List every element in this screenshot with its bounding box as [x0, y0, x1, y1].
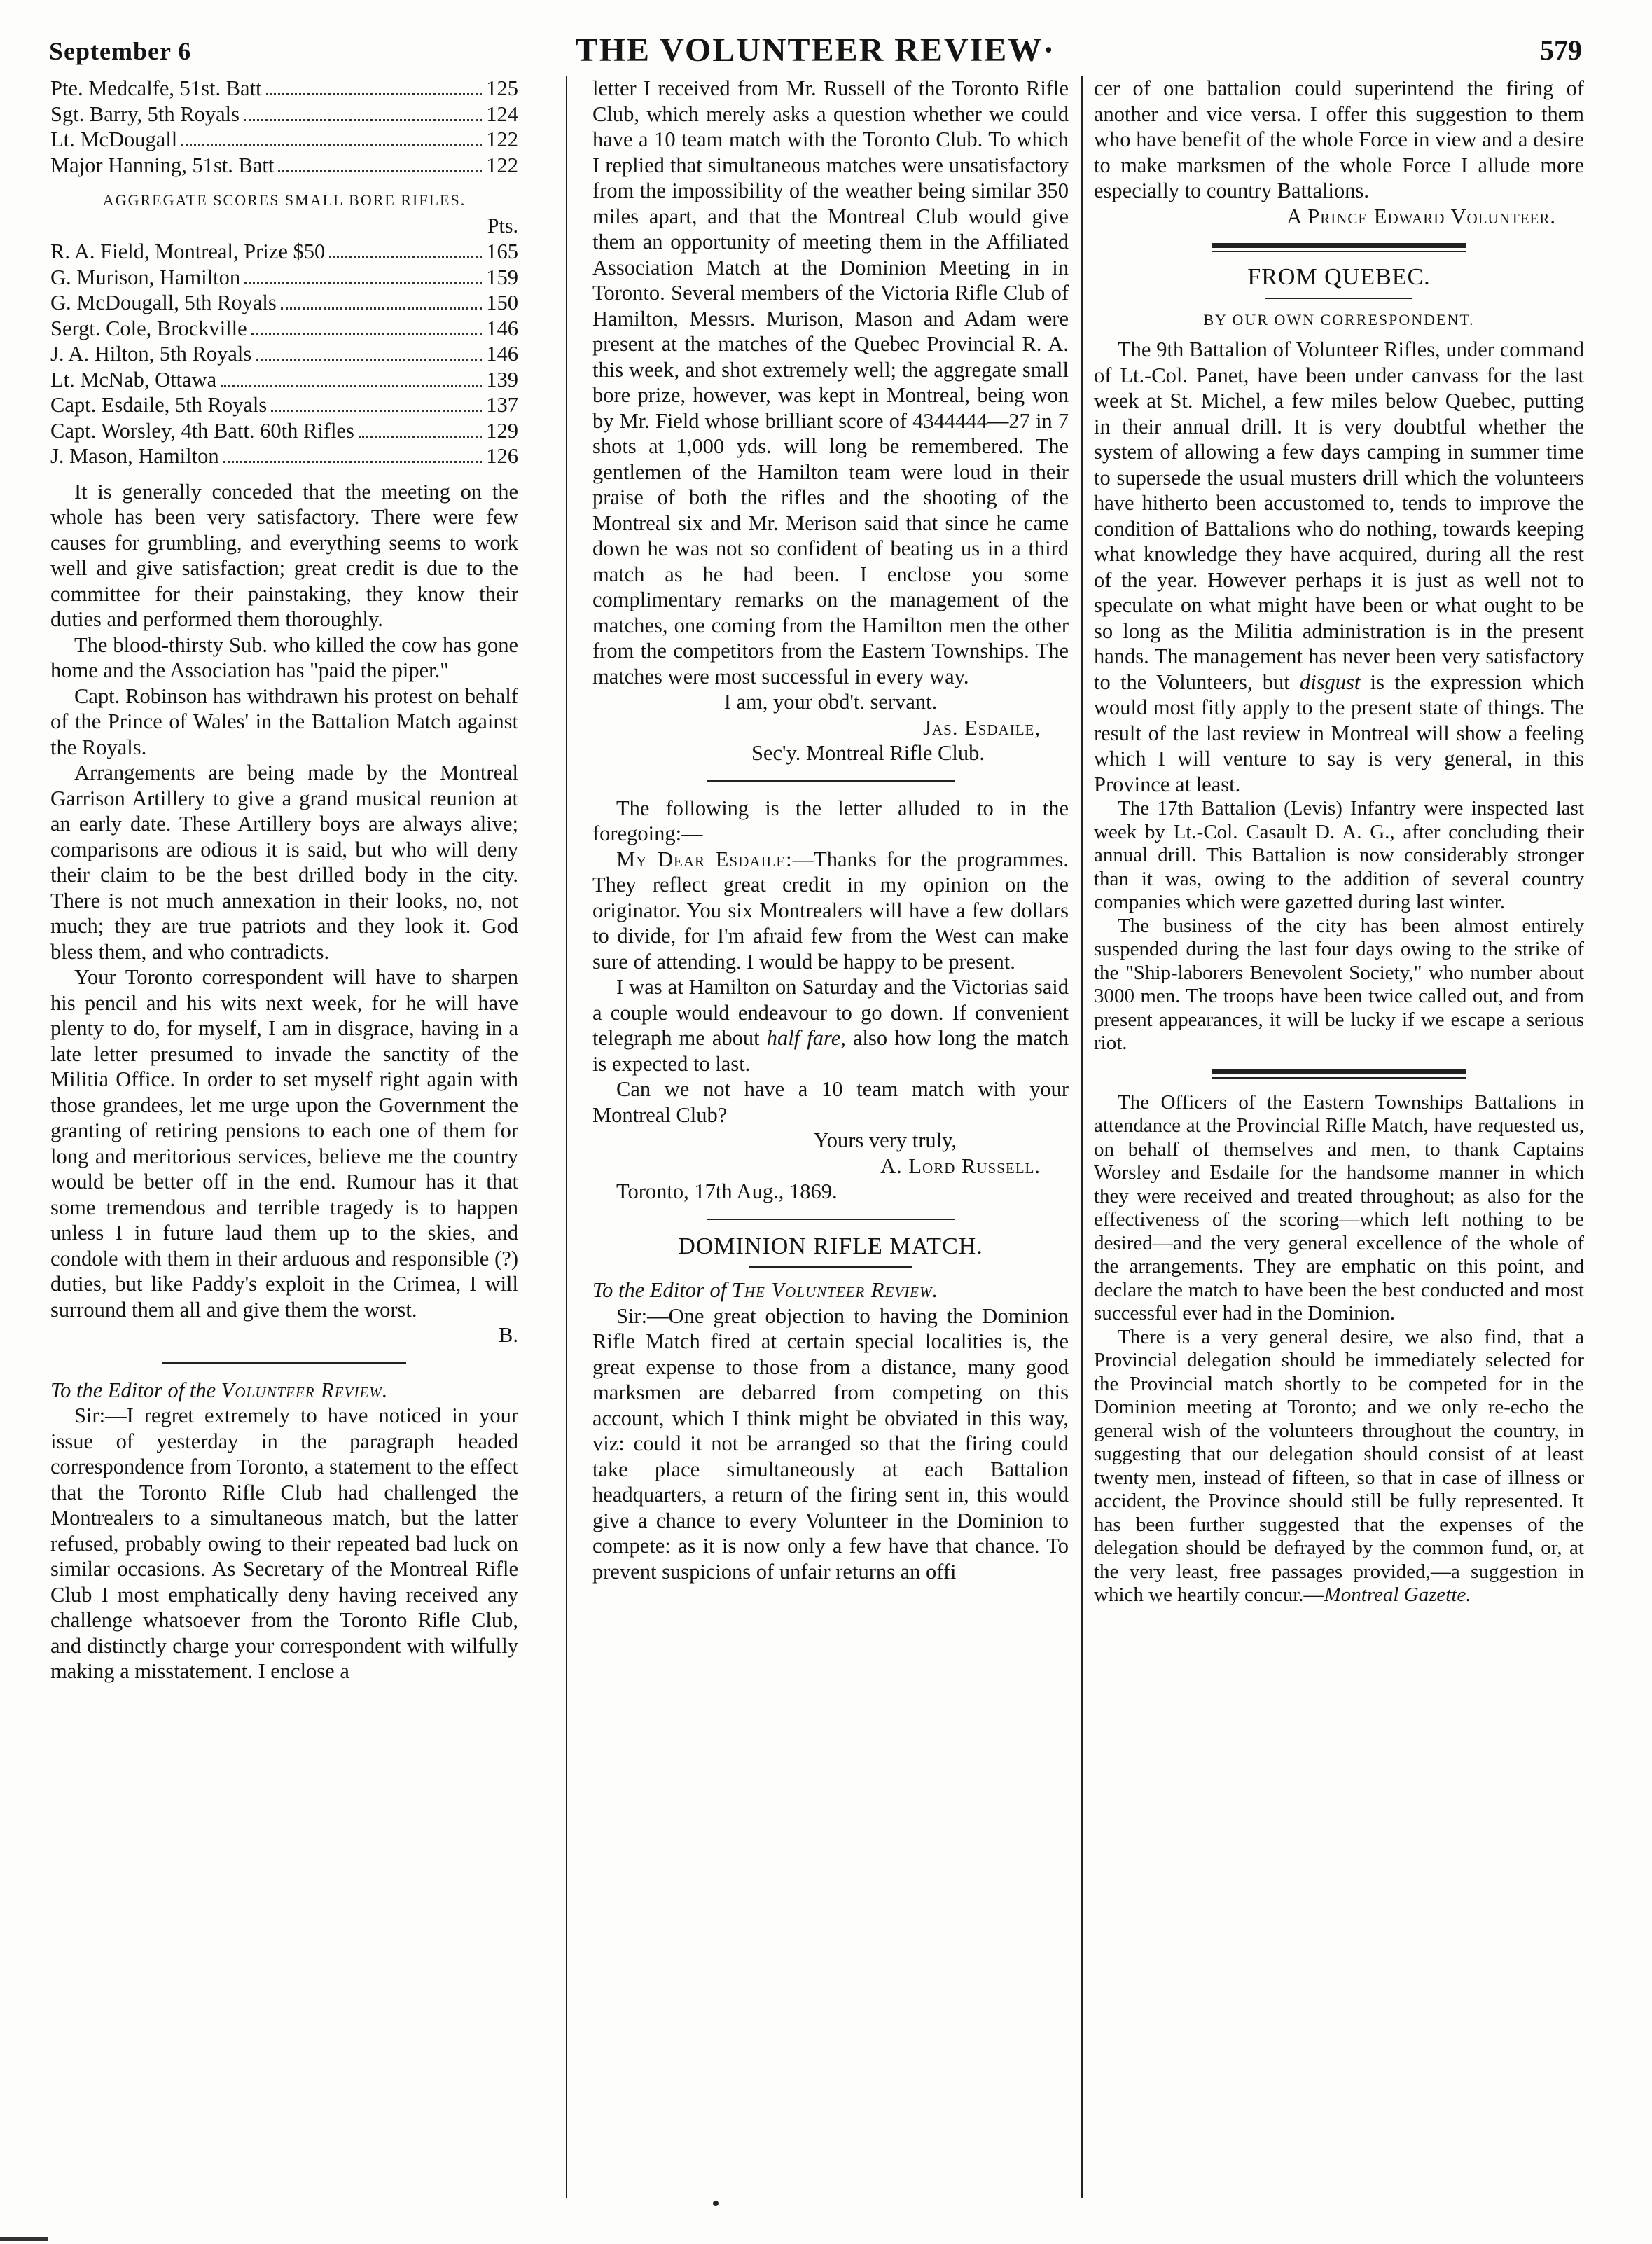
score-row	[50, 418, 518, 444]
byline: BY OUR OWN CORRESPONDENT.	[1203, 310, 1475, 328]
score-name: Lt. McDougall	[50, 127, 178, 151]
page-mark	[0, 2237, 48, 2241]
leader-dots	[221, 385, 482, 387]
column-1	[50, 76, 518, 1684]
score-value: 122	[486, 153, 518, 177]
paragraph: It is generally conceded that the meeting on the whole has been very satisfactory. There were few causes for grumbling, and everything seems to work well and give satisfaction; great credit is due to the committee for their painstaking, they know their duties and performed them thoroughly.	[50, 479, 518, 631]
address-paper: The Volunteer Review.	[731, 1278, 939, 1302]
score-value: 122	[486, 127, 518, 151]
score-row	[50, 127, 518, 153]
text-run: is the expression which would most fitly apply to the present state of things. The result of the last review in Montreal will show a feeling which I will venture to say is very general, in this Province at least.	[1094, 670, 1585, 796]
divider-rule	[707, 1219, 955, 1220]
leader-dots	[329, 256, 482, 258]
text-run: The 9th Battalion of Volunteer Rifles, under command of Lt.-Col. Panet, have been under canvass for the last week at St. Michel, a few miles below Quebec, putting in their annual drill. It is very doubtful whether the system of allowing a few days camping in summer time to supersede the usual musters drill which the volunteers have hitherto been accustomed to, tends to improve the condition of Battalions who do nothing, towards keeping what knowledge they have acquired, during all the rest of the year. However perhaps it is just as well not to speculate on what might have been or what ought to be so long as the Militia administration is in the present hands. The management has never been very satisfactory to the Volunteers, but	[1094, 338, 1584, 694]
paragraph: The business of the city has been almost entirely suspended during the last four days owing to the strike of the "Ship-laborers Benevolent Society," who number about 3000 men. The troops have been twice called out, and from present appearances, it will be lucky if we escape a serious riot.	[1094, 914, 1584, 1054]
column-divider-2	[1081, 76, 1083, 2198]
letter-address	[50, 1378, 518, 1404]
aggregate-caption: AGGREGATE SCORES SMALL BORE RIFLES.	[102, 191, 466, 209]
paragraph	[1094, 337, 1584, 797]
score-value: 139	[486, 367, 518, 392]
page-mark	[713, 2201, 719, 2206]
score-name: G. McDougall, 5th Royals	[50, 291, 277, 314]
aggregate-scores-table	[50, 239, 518, 469]
address-prefix: To the Editor of the	[50, 1378, 216, 1402]
column-2	[592, 76, 1069, 1584]
column-3	[1094, 76, 1584, 1607]
score-row	[50, 443, 518, 469]
points-label: Pts.	[487, 214, 518, 237]
signature: B.	[499, 1323, 518, 1347]
score-name: Sgt. Barry, 5th Royals	[50, 102, 240, 126]
score-row	[50, 102, 518, 127]
score-value: 129	[486, 418, 518, 443]
score-name: Capt. Worsley, 4th Batt. 60th Rifles	[50, 418, 354, 443]
score-name: Capt. Esdaile, 5th Royals	[50, 393, 268, 417]
italic-run: half fare,	[766, 1026, 846, 1050]
score-name: J. Mason, Hamilton	[50, 444, 219, 468]
score-row	[50, 341, 518, 367]
page-header	[49, 21, 1582, 70]
paragraph: The Officers of the Eastern Townships Battalions in attendance at the Provincial Rifle Match, have requested us, on behalf of themselves and men, to thank Captains Worsley and Esdaile for the handsome manner in which they were received and treated throughout; as also for the effectiveness of the scoring—which left nothing to be desired—and the very general excellence of the whole of the arrangements. They are emphatic on this point, and declare the match to have been the best conducted and most successful ever had in the Dominion.	[1094, 1090, 1584, 1324]
leader-dots	[223, 461, 483, 463]
score-name: Pte. Medcalfe, 51st. Batt	[50, 76, 262, 100]
paragraph	[1094, 1326, 1584, 1607]
page-number: 579	[1540, 34, 1582, 66]
score-name: Major Hanning, 51st. Batt	[50, 153, 275, 177]
score-name: G. Murison, Hamilton	[50, 265, 241, 289]
score-value: 159	[486, 265, 518, 289]
text-run: also how long the match is expected to last.	[592, 1026, 1069, 1076]
header-date: September 6	[49, 37, 192, 65]
score-row	[50, 290, 518, 316]
scores-table-top	[50, 76, 518, 178]
letter-dear	[592, 847, 1069, 975]
paragraph	[592, 974, 1069, 1076]
score-name: Sergt. Cole, Brockville	[50, 316, 247, 340]
paragraph: The blood-thirsty Sub. who killed the cow has gone home and the Association has "paid the piper."	[50, 632, 518, 682]
salutation: My Dear Esdaile:	[616, 847, 793, 871]
letter-close: Yours very truly,	[813, 1128, 957, 1152]
text-run: I was at Hamilton on Saturday and the Victorias said a couple would endeavour to go down. If convenient telegraph me about	[592, 975, 1069, 1050]
address-prefix: To the Editor of	[592, 1278, 727, 1302]
divider-rule	[1265, 298, 1412, 299]
score-name: J. A. Hilton, 5th Royals	[50, 342, 252, 366]
paragraph: Capt. Robinson has withdrawn his protest on behalf of the Prince of Wales' in the Battalion Match against the Royals.	[50, 684, 518, 759]
score-value: 146	[486, 342, 518, 366]
leader-dots	[256, 359, 482, 361]
leader-dots	[244, 119, 482, 121]
leader-dots	[271, 410, 482, 412]
section-heading: DOMINION RIFLE MATCH.	[678, 1233, 983, 1259]
double-rule	[1212, 1069, 1466, 1079]
leader-dots	[181, 144, 482, 146]
letter-body: Sir:—One great objection to having the Dominion Rifle Match fired at certain special localities is, the great expense to those from a distance, many good marksmen are debarred from competing on this account, which I think might be obviated in this way, viz: could it not be arranged so that the firing could take place simultaneously at each Battalion headquarters, a return of the firing sent in, this would give a chance to every Volunteer in the Dominion to compete: as it is now only a few have that chance. To prevent suspicions of unfair returns an offi	[592, 1303, 1069, 1584]
score-row	[50, 76, 518, 102]
letter-signer-role: Sec'y. Montreal Rifle Club.	[751, 741, 985, 765]
letter-body: Sir:—I regret extremely to have noticed in your issue of yesterday in the paragraph headed correspondence from Toronto, a statement to the effect that the Toronto Rifle Club had challenged the Montrealers to a simultaneous match, but the latter refused, probably owing to their repeated bad luck on similar occasions. As Secretary of the Montreal Rifle Club I most emphatically deny having received any challenge whatsoever from the Toronto Rifle Club, and distinctly charge your correspondent with wilfully making a misstatement. I enclose a	[50, 1404, 518, 1683]
paragraph: letter I received from Mr. Russell of the Toronto Rifle Club, which merely asks a question whether we could have a 10 team match with the Toronto Club. To which I replied that simultaneous matches were unsatisfactory from the impossibility of the weather being similar 350 miles apart, and that the Montreal Club would give them an opportunity of meeting them in the Affiliated Association Match at the Dominion Meeting in in Toronto. Several members of the Victoria Rifle Club of Hamilton, Messrs. Murison, Mason and Adam were present at the matches of the Quebec Provincial R. A. this week, and shot extremely well; the aggregate small bore prize, however, was kept in Montreal, being won by Mr. Field whose brilliant score of 4344444—27 in 7 shots at 1,000 yds. will long be remembered. The gentlemen of the Hamilton team were loud in their praise of both the rifles and the shooting of the Montreal six and Mr. Merison said that since he came down he was not so confident of beating us in a third match as he had been. I enclose you some complimentary remarks on the management of the matches, one coming from the Hamilton men the other from the competitors from the Eastern Townships. The matches were most successful in every way.	[592, 76, 1069, 688]
divider-rule	[162, 1362, 405, 1364]
paragraph: Your Toronto correspondent will have to sharpen his pencil and his wits next week, for he will have plenty to do, for myself, I am in disgrace, having in a late letter presumed to invade the sanctity of the Militia Office. In order to set myself right again with those grandees, let me urge upon the Government the granting of retiring pensions to each one of them for long and meritorious services, believe me the country would be better off in the end. Rumour has it that some tremendous and terrible tragedy is to happen unless I in future laud them up to the skies, and condole with them in their arduous and responsible (?) duties, but like Paddy's exploit in the Crimea, I will surround them all and give them the worst.	[50, 965, 518, 1322]
leader-dots	[281, 307, 482, 310]
section-heading: FROM QUEBEC.	[1247, 264, 1431, 290]
paragraph: cer of one battalion could superintend the firing of another and vice versa. I offer this suggestion to them who have benefit of the whole Force in view and a desire to make marksmen of the whole Force I allude more especially to country Battalions.	[1094, 76, 1584, 202]
score-value: 125	[486, 76, 518, 100]
score-row	[50, 239, 518, 265]
letter-close: I am, your obd't. servant.	[723, 690, 938, 714]
paragraph: The 17th Battalion (Levis) Infantry were inspected last week by Lt.-Col. Casault D. A. G., after concluding their annual drill. This Battalion is now considerably stronger than it was, owing to the addition of several country companies which were gazetted during last winter.	[1094, 797, 1584, 913]
score-value: 150	[486, 291, 518, 314]
leader-dots	[266, 93, 483, 95]
address-paper: Volunteer Review.	[221, 1378, 389, 1402]
score-value: 137	[486, 393, 518, 417]
signature: A Prince Edward Volunteer.	[1286, 204, 1556, 228]
score-row	[50, 316, 518, 342]
letter-address	[592, 1277, 1069, 1303]
letter-text: —Thanks for the programmes. They reflect great credit in my opinion on the originator. You six Montrealers will have a few dollars to divide, for I'm afraid few from the West can make sure of attending. I would be happy to be present.	[592, 847, 1069, 974]
column-divider-1	[566, 76, 567, 2198]
score-name: Lt. McNab, Ottawa	[50, 367, 217, 392]
score-name: R. A. Field, Montreal, Prize $50	[50, 240, 326, 263]
score-row	[50, 153, 518, 179]
paragraph: Can we not have a 10 team match with your Montreal Club?	[592, 1077, 1069, 1127]
source-credit: Montreal Gazette.	[1324, 1584, 1471, 1606]
score-value: 146	[486, 316, 518, 340]
score-value: 165	[486, 240, 518, 263]
masthead-title: THE VOLUNTEER REVIEW·	[575, 32, 1056, 69]
paragraph: The following is the letter alluded to in the foregoing:—	[592, 796, 1069, 845]
letter-signer: Jas. Esdaile,	[923, 715, 1041, 740]
italic-run: disgust	[1299, 670, 1361, 694]
score-row	[50, 265, 518, 291]
text-run: There is a very general desire, we also find, that a Provincial delegation should be immediately selected for the Provincial match shortly to be competed for in the Dominion meeting at Toronto; and we only re-echo the general wish of the volunteers throughout the country, in suggesting that our delegation should consist of at least twenty men, instead of fifteen, so that in case of illness or accident, the Province should still be fully represented. It has been further suggested that the expenses of the delegation should be defrayed by the common fund, or, at the very least, free passages provided,—a suggestion in which we heartily concur.—	[1094, 1325, 1584, 1606]
leader-dots	[278, 170, 482, 172]
letter-signer: A. Lord Russell.	[880, 1154, 1041, 1178]
leader-dots	[251, 333, 483, 335]
leader-dots	[244, 282, 482, 284]
double-rule	[1212, 243, 1466, 252]
score-value: 124	[486, 102, 518, 126]
score-row	[50, 392, 518, 418]
dateline: Toronto, 17th Aug., 1869.	[616, 1179, 838, 1203]
leader-dots	[359, 436, 482, 438]
divider-rule	[707, 780, 955, 782]
score-value: 126	[486, 444, 518, 468]
divider-rule	[749, 1266, 911, 1268]
score-row	[50, 367, 518, 393]
paragraph: Arrangements are being made by the Montreal Garrison Artillery to give a grand musical reunion at an early date. These Artillery boys are always alive; comparisons are odious it is said, but who will deny their claim to be the best drilled body in the city. There is not much annexation in their looks, no, not much; they are true patriots and they look it. God bless them, and who contradicts.	[50, 761, 518, 964]
